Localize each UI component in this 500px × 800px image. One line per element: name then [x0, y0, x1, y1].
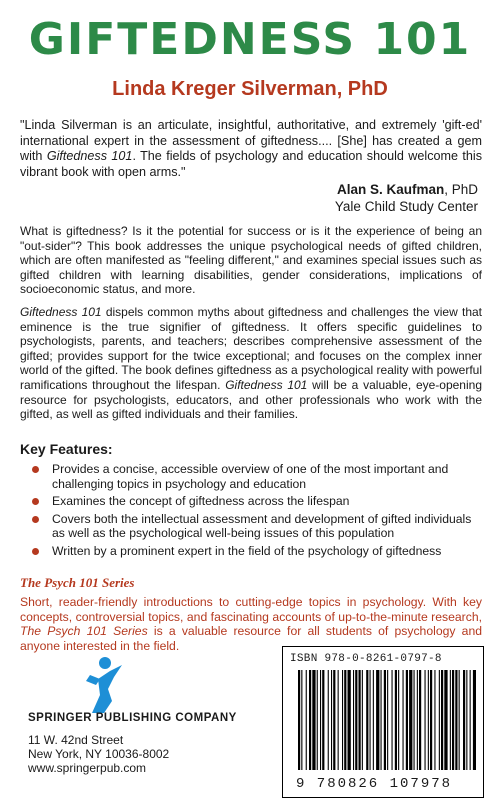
description-paragraph-1: What is giftedness? Is it the potential for success or is it the experience of being an "out-sider"? This book addresses the unique psychological needs of gifted children, which are often manifested as "feeling different," and examines special issues such as gifted children with learning disabilities, gender considerations, implications of socioeconomic status, and more. — [20, 224, 482, 297]
series-text-2: is a valuable resource for all students of psychology and anyone interested in the field. — [20, 624, 483, 653]
barcode-bar — [444, 670, 447, 770]
publisher-website: www.springerpub.com — [28, 761, 147, 775]
p2-text-2: will be a valuable, eye-opening resource for psychologists, educators, and other professionals who work with the gifted, as well as gifted individuals and their families. — [20, 377, 482, 422]
endorser-affiliation: Yale Child Study Center — [334, 199, 478, 214]
feature-text: Written by a prominent expert in the field of the psychology of giftedness — [52, 543, 442, 558]
bullet-icon — [32, 516, 39, 523]
endorser-name: Alan S. Kaufman — [336, 182, 445, 197]
bullet-icon — [32, 548, 39, 555]
description-paragraph-2 — [20, 305, 482, 422]
barcode-bar — [384, 670, 386, 770]
publisher-address — [28, 733, 169, 775]
feature-item — [32, 462, 482, 491]
barcode-bar — [434, 670, 435, 770]
barcode-bar — [362, 670, 363, 770]
barcode-bar — [298, 670, 300, 770]
barcode-bar — [425, 670, 426, 770]
bullet-icon — [32, 498, 39, 505]
barcode-bar — [470, 670, 471, 770]
barcode-bar — [441, 670, 443, 770]
barcode-bar — [452, 670, 454, 770]
barcode-bar — [392, 670, 393, 770]
barcode-bar — [387, 670, 388, 770]
barcode-bar — [342, 670, 343, 770]
barcode-bar — [395, 670, 397, 770]
barcode-bar — [373, 670, 374, 770]
barcode-bar — [328, 670, 329, 770]
feature-text: Examines the concept of giftedness across the lifespan — [52, 494, 350, 509]
book-title: GIFTEDNESS 101 — [28, 14, 472, 65]
barcode-bar — [403, 670, 404, 770]
barcode-bar — [359, 670, 361, 770]
barcode-bar — [398, 670, 399, 770]
barcode-bar — [455, 670, 457, 770]
barcode-bar — [331, 670, 332, 770]
series-title-inline: The Psych 101 Series — [20, 624, 148, 639]
barcode-bar — [473, 670, 476, 770]
barcode-bar — [320, 670, 321, 770]
barcode-bar — [466, 670, 467, 770]
barcode-bar — [439, 670, 440, 770]
barcode-bar — [312, 670, 315, 770]
feature-text: Provides a concise, accessible overview of one of the most important and challenging topics in psychology and education — [52, 462, 449, 491]
barcode-bar — [370, 670, 371, 770]
barcode-bar — [309, 670, 311, 770]
barcode-bar — [353, 670, 354, 770]
p2-book-title-2: Giftedness 101 — [225, 377, 308, 392]
barcode-bar — [428, 670, 429, 770]
barcode-bar — [338, 670, 339, 770]
feature-item — [32, 544, 482, 559]
barcode-bar — [414, 670, 415, 770]
address-line-2: New York, NY 10036-8002 — [28, 747, 170, 761]
barcode-number: 9 780826 107978 — [296, 776, 453, 792]
barcode-bar — [430, 670, 432, 770]
key-features-heading: Key Features: — [20, 441, 113, 457]
barcode-bar — [419, 670, 421, 770]
barcode-bar — [344, 670, 346, 770]
key-features-list — [32, 462, 482, 562]
barcode-bar — [348, 670, 351, 770]
barcode-bar — [366, 670, 368, 770]
quote-text-1: "Linda Silverman is an articulate, insightful, authoritative, and extremely 'gift-ed' international expert in the assessment of giftedness.... [She] has created a gem with — [20, 118, 482, 164]
address-line-1: 11 W. 42nd Street — [28, 733, 124, 747]
barcode-bar — [376, 670, 379, 770]
quote-book-title: Giftedness 101 — [46, 149, 133, 164]
barcode-bar — [301, 670, 302, 770]
quote-text-2: . The fields of psychology and education should welcome this vibrant book with open arms." — [20, 149, 482, 179]
barcode-bar — [306, 670, 307, 770]
barcode-bar — [409, 670, 412, 770]
barcode-bar — [333, 670, 335, 770]
barcode-bar — [450, 670, 451, 770]
book-author: Linda Kreger Silverman, PhD — [112, 78, 388, 100]
bullet-icon — [32, 466, 39, 473]
isbn-label: ISBN 978-0-8261-0797-8 — [290, 653, 442, 665]
barcode-bar — [317, 670, 318, 770]
barcode-bar — [417, 670, 418, 770]
series-text-1: Short, reader-friendly introductions to cutting-edge topics in psychology. With key concepts, controversial topics, and fascinating accounts of up-to-the-minute research, — [20, 595, 482, 624]
barcode-graphic — [296, 670, 476, 770]
p2-book-title: Giftedness 101 — [20, 305, 102, 319]
barcode-bar — [322, 670, 324, 770]
barcode-bar — [459, 670, 460, 770]
publisher-name: SPRINGER PUBLISHING COMPANY — [28, 712, 237, 724]
feature-item — [32, 494, 482, 509]
p2-text-1: dispels common myths about giftedness and challenges the view that eminence is the true signifier of giftedness. It offers specific guidelines to psychologists, parents, and teachers; describes comprehensive assessment of the gifted; provides support for the twice exceptional; and focuses on the complex inner world of the gifted. The book defines giftedness as a psychological reality with powerful ramifications throughout the lifespan. — [20, 305, 483, 392]
endorsement-attribution — [335, 181, 478, 215]
barcode-bar — [381, 670, 382, 770]
series-description — [20, 595, 482, 653]
endorser-credential: , PhD — [444, 182, 478, 197]
barcode-bar — [463, 670, 465, 770]
barcode-bar — [406, 670, 408, 770]
feature-text: Covers both the intellectual assessment and development of gifted individuals as well as the psychological well-being issues of this population — [52, 511, 472, 541]
endorsement-quote — [20, 118, 482, 180]
barcode-bar — [355, 670, 357, 770]
feature-item — [32, 512, 482, 541]
series-heading: The Psych 101 Series — [20, 575, 135, 590]
